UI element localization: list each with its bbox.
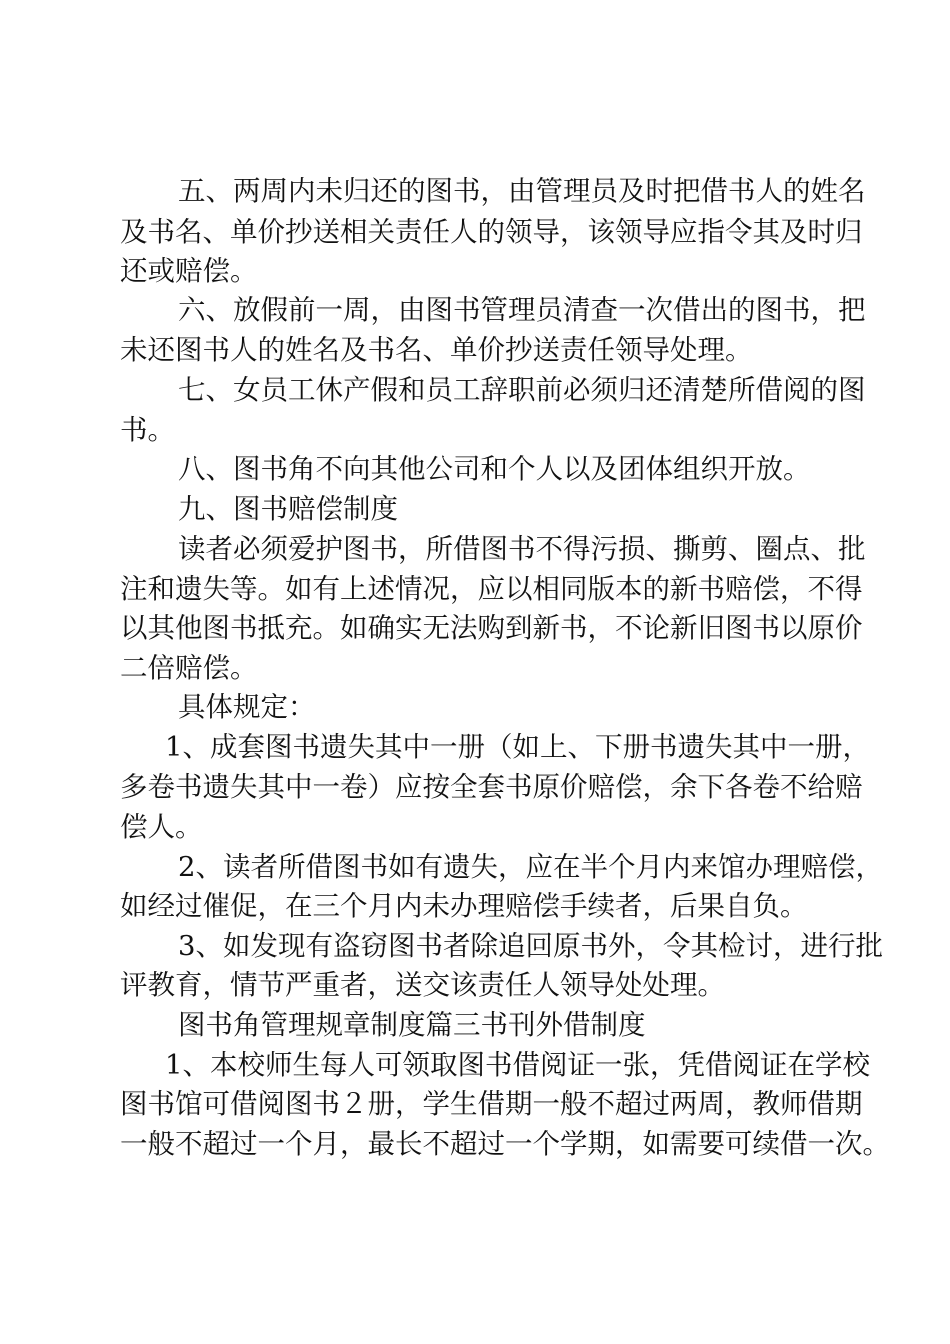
- text-line: 及书名、单价抄送相关责任人的领导，该领导应指令其及时归: [120, 216, 863, 248]
- text-line: 二倍赔偿。: [120, 652, 258, 684]
- text-line: 图书馆可借阅图书２册，学生借期一般不超过两周，教师借期: [120, 1088, 863, 1120]
- text-line: 书。: [120, 414, 175, 446]
- text-line: 七、女员工休产假和员工辞职前必须归还清楚所借阅的图: [178, 374, 866, 406]
- text-line: 1、本校师生每人可领取图书借阅证一张，凭借阅证在学校: [165, 1049, 870, 1081]
- text-line: 读者必须爱护图书，所借图书不得污损、撕剪、圈点、批: [178, 533, 866, 565]
- text-line: 2、读者所借图书如有遗失，应在半个月内来馆办理赔偿，: [178, 851, 883, 883]
- text-line: 偿人。: [120, 811, 203, 843]
- section-heading: 图书角管理规章制度篇三书刊外借制度: [178, 1009, 646, 1041]
- text-line: 评教育，情节严重者，送交该责任人领导处处理。: [120, 969, 725, 1001]
- section-heading: 九、图书赔偿制度: [178, 493, 398, 525]
- text-line: 以其他图书抵充。如确实无法购到新书，不论新旧图书以原价: [120, 612, 863, 644]
- text-line: 多卷书遗失其中一卷）应按全套书原价赔偿，余下各卷不给赔: [120, 771, 863, 803]
- text-line: 还或赔偿。: [120, 255, 258, 287]
- text-line: 六、放假前一周，由图书管理员清查一次借出的图书，把: [178, 294, 866, 326]
- text-line: 注和遗失等。如有上述情况，应以相同版本的新书赔偿，不得: [120, 573, 863, 605]
- text-line: 未还图书人的姓名及书名、单价抄送责任领导处理。: [120, 334, 753, 366]
- text-line: 具体规定：: [178, 691, 316, 723]
- text-line: 一般不超过一个月，最长不超过一个学期，如需要可续借一次。: [120, 1128, 890, 1160]
- text-line: 3、如发现有盗窃图书者除追回原书外，令其检讨，进行批: [178, 930, 883, 962]
- text-line: 如经过催促，在三个月内未办理赔偿手续者，后果自负。: [120, 890, 808, 922]
- text-line: 八、图书角不向其他公司和个人以及团体组织开放。: [178, 453, 811, 485]
- text-line: 1、成套图书遗失其中一册（如上、下册书遗失其中一册，: [165, 731, 870, 763]
- text-line: 五、两周内未归还的图书，由管理员及时把借书人的姓名: [178, 175, 866, 207]
